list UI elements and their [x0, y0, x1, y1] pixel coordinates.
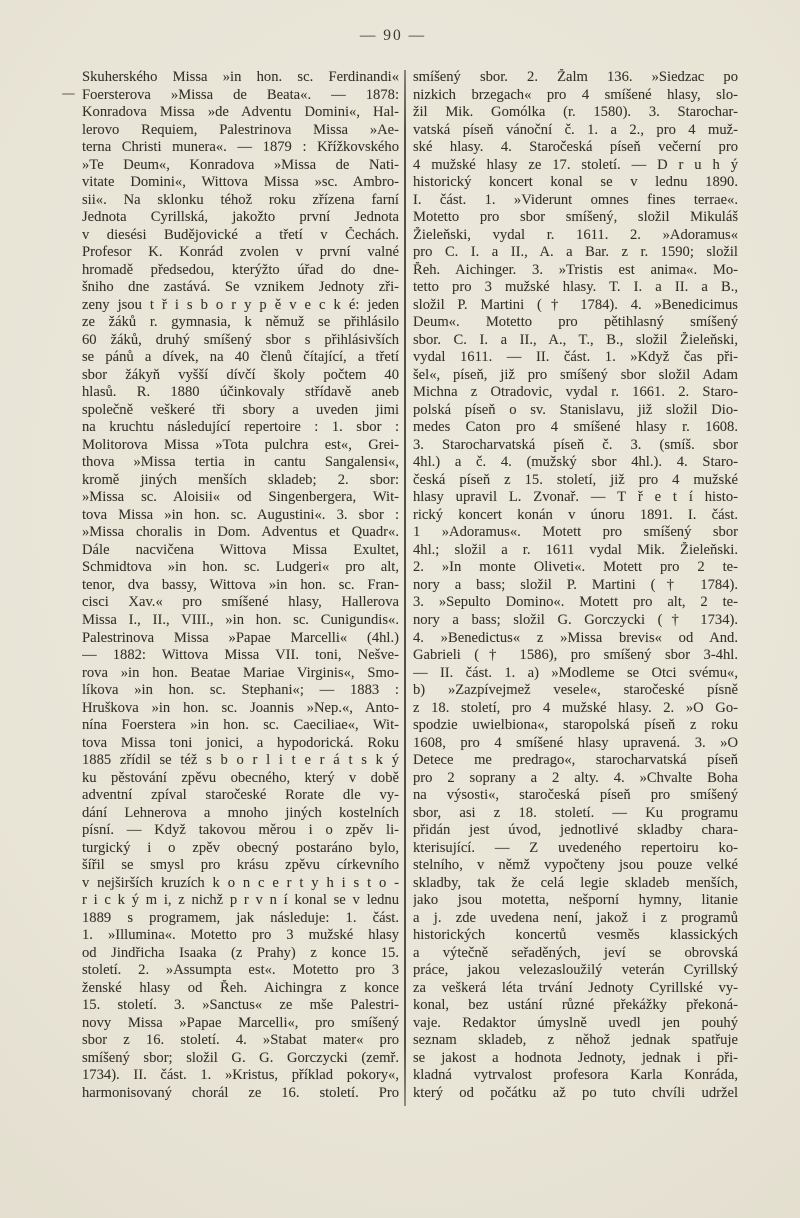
text-line: složil P. Martini († 1784). 4. »Benedicimus — [413, 296, 738, 313]
text-line: hlasy upravil L. Zvonař. — T ř e t í histo- — [413, 489, 738, 506]
text-line: kladná vytrvalost profesora Karla Konráda, — [413, 1067, 738, 1084]
text-line: — 1882: Wittova Missa VII. toni, Nešve- — [82, 647, 399, 664]
text-line: vatská píseň vánoční č. 1. a 2., pro 4 muž- — [413, 121, 738, 138]
margin-scan-mark — [62, 93, 75, 95]
right-text-column — [413, 69, 738, 1102]
text-line: medes Caton pro 4 smíšené hlasy r. 1608. — [413, 419, 738, 436]
text-line: 3. »Sepulto Domino«. Motett pro alt, 2 te- — [413, 594, 738, 611]
text-line: 60 žáků, druhý smíšený sbor s přihlásivších — [82, 331, 399, 348]
text-line: terna Christi munera«. — 1879 : Křížkovského — [82, 139, 399, 156]
text-line: konal, bez ustání různé překážky překoná- — [413, 997, 738, 1014]
text-line: ské hlasy. 4. Staročeská píseň večerní pro — [413, 139, 738, 156]
text-line: hromadě předsedou, kterýžto úřad do dne- — [82, 261, 399, 278]
text-line: pro 2 soprany a 2 alty. 4. »Chvalte Boha — [413, 769, 738, 786]
text-line: Palestrinova Missa »Papae Marcelli« (4hl.) — [82, 629, 399, 646]
text-line: žil Mik. Gomólka (r. 1580). 3. Starochar- — [413, 104, 738, 121]
text-line: ze žáků r. gymnasia, k němuž se přihlásilo — [82, 314, 399, 331]
text-line: polská píseň o sv. Stanislavu, již složil Dio- — [413, 401, 738, 418]
text-line: »Missa sc. Aloisii« od Singenbergera, Wit- — [82, 489, 399, 506]
text-line: jako jsou motetta, nešporní hymny, litanie — [413, 892, 738, 909]
text-line: novy Missa »Papae Marcelli«, pro smíšený — [82, 1014, 399, 1031]
text-line: od Jindřicha Isaaka (z Prahy) z konce 15. — [82, 944, 399, 961]
text-line: turgický i o zpěv obecný postaráno bylo, — [82, 839, 399, 856]
text-line: Konradova Missa »de Adventu Domini«, Hal- — [82, 104, 399, 121]
text-line: kromě jiných menších skladeb; 2. sbor: — [82, 471, 399, 488]
text-line: 2. »In monte Oliveti«. Motett pro 2 te- — [413, 559, 738, 576]
text-line: v diesési Budějovické a třetí v Čechách. — [82, 226, 399, 243]
text-line: ku pěstování zpěvu obecného, který v době — [82, 769, 399, 786]
text-line: Missa I., II., VIII., »in hon. sc. Cunigundis«. — [82, 611, 399, 628]
text-line: tova Missa »in hon. sc. Augustini«. 3. sbor : — [82, 506, 399, 523]
text-line: na kruchtu následující repertoire : 1. sbor : — [82, 419, 399, 436]
text-line: Gabrieli († 1586), pro smíšený sbor 3-4hl. — [413, 647, 738, 664]
text-line: adventní zpíval staročeské Rorate dle vy- — [82, 787, 399, 804]
page-number: — 90 — — [359, 27, 427, 44]
text-line: dání Lehnerova a mnoho jiných kostelních — [82, 804, 399, 821]
text-line: Hruškova »in hon. sc. Joannis »Nep.«, Anto- — [82, 699, 399, 716]
text-line: Skuherského Missa »in hon. sc. Ferdinandi« — [82, 69, 399, 85]
text-line: vaje. Redaktor úmyslně uvedl jen pouhý — [413, 1014, 738, 1031]
text-line: hlasů. R. 1880 účinkovaly střídavě aneb — [82, 384, 399, 401]
text-line: společně veškeré tři sbory a uveden jimi — [82, 401, 399, 418]
text-line: z 18. století, pro 4 mužské hlasy. 2. »O Go- — [413, 699, 738, 716]
text-line: Dále nacvičena Wittova Missa Exultet, — [82, 541, 399, 558]
text-line: nizkich brzegach« pro 4 smíšené hlasy, slo- — [413, 86, 738, 103]
text-line: písní. — Když takovou měrou i o zpěv li- — [82, 822, 399, 839]
text-line: tenor, dva bassy, Wittova »in hon. sc. Fran- — [82, 576, 399, 593]
text-line: sbor, asi z 18. století. — Ku programu — [413, 804, 738, 821]
text-line: nory a bass; složil P. Martini († 1784). — [413, 576, 738, 593]
text-line: 1885 zřídil se též s b o r l i t e r á t s k ý — [82, 752, 399, 769]
text-line: který od počátku až po tuto chvíli udržel — [413, 1084, 738, 1101]
text-line: spodzie uwielbiona«, staropolská píseň z roku — [413, 717, 738, 734]
text-line: Žieleňski, vydal r. 1611. 2. »Adoramus« — [413, 226, 738, 243]
text-line: r i c k ý m i, z nichž p r v n í konal se v lednu — [82, 892, 399, 909]
text-line: nína Foerstera »in hon. sc. Caeciliae«, Wit- — [82, 717, 399, 734]
text-line: 1608, pro 4 smíšené hlasy upravená. 3. »O — [413, 734, 738, 751]
text-line: 4hl.) a č. 4. (mužský sbor 4hl.). 4. Staro- — [413, 454, 738, 471]
text-line: »Te Deum«, Konradova »Missa de Nati- — [82, 156, 399, 173]
text-line: stelního, v němž vypočteny jsou pouze velké — [413, 857, 738, 874]
text-line: 1. »Illumina«. Motetto pro 3 mužské hlasy — [82, 927, 399, 944]
text-line: líkova »in hon. sc. Stephani«; — 1883 : — [82, 682, 399, 699]
text-line: Profesor K. Konrád zvolen v první valné — [82, 244, 399, 261]
text-line: pro C. I. a II., A. a Bar. z r. 1590; složil — [413, 244, 738, 261]
text-line: seznam skladeb, z něhož jednak spatřuje — [413, 1032, 738, 1049]
text-line: sbor žákyň vyšší dívčí školy počtem 40 — [82, 366, 399, 383]
column-divider-rule — [404, 70, 406, 1106]
text-line: v nejširších kruzích k o n c e r t y h i s t o - — [82, 874, 399, 891]
text-line: 3. Starocharvatská píseň č. 3. (smíš. sbor — [413, 436, 738, 453]
text-line: na výsosti«, staročeská píseň pro smíšený — [413, 787, 738, 804]
text-line: harmonisovaný chorál ze 16. století. Pro — [82, 1084, 399, 1101]
text-line: vydal 1611. — II. část. 1. »Když čas při- — [413, 349, 738, 366]
text-line: Motetto pro sbor smíšený, složil Mikuláš — [413, 209, 738, 226]
text-line: rický koncert konán v únoru 1891. I. část. — [413, 506, 738, 523]
text-line: smíšený sbor; složil G. G. Gorczycki (zemř. — [82, 1049, 399, 1066]
text-line: rova »in hon. Beatae Mariae Virginis«, Smo- — [82, 664, 399, 681]
text-line: 1 »Adoramus«. Motett pro smíšený sbor — [413, 524, 738, 541]
text-line: vitate Domini«, Wittova Missa »sc. Ambro- — [82, 174, 399, 191]
text-line: a výtečně seřaděných, jeví se obrovská — [413, 944, 738, 961]
text-line: Deum«. Motetto pro pětihlasný smíšený — [413, 314, 738, 331]
text-line: a j. zde uvedena není, jakož i z programů — [413, 909, 738, 926]
text-line: sii«. Na sklonku téhož roku zřízena farní — [82, 191, 399, 208]
text-line: tova Missa toni jonici, a hypodorická. Roku — [82, 734, 399, 751]
text-line: 1889 s programem, jak následuje: 1. část. — [82, 909, 399, 926]
text-line: zeny jsou t ř i s b o r y p ě v e c k é: jeden — [82, 296, 399, 313]
text-line: se pánů a dívek, na 40 členů čítající, a třetí — [82, 349, 399, 366]
text-line: Řeh. Aichinger. 3. »Tristis est anima«. Mo- — [413, 261, 738, 278]
text-line: ženské hlasy od Řeh. Aichingra z konce — [82, 979, 399, 996]
text-line: smíšený sbor. 2. Žalm 136. »Siedzac po — [413, 69, 738, 85]
text-line: Molitorova Missa »Tota pulchra est«, Grei- — [82, 436, 399, 453]
text-line: 4hl.; složil a r. 1611 vydal Mik. Žieleňski. — [413, 541, 738, 558]
text-line: 15. století. 3. »Sanctus« ze mše Palestri- — [82, 997, 399, 1014]
text-line: za veškerá léta trvání Jednoty Cyrillské vy- — [413, 979, 738, 996]
text-line: cisci Xav.« pro smíšené hlasy, Hallerova — [82, 594, 399, 611]
text-line: česká píseň z 15. století, již pro 4 mužské — [413, 471, 738, 488]
text-line: tetto pro 3 mužské hlasy. T. I. a II. a B., — [413, 279, 738, 296]
text-line: sbor. C. I. a II., A., T., B., složil Žieleňski, — [413, 331, 738, 348]
text-line: šniho dne zastává. Se vznikem Jednoty zři- — [82, 279, 399, 296]
text-line: I. část. 1. »Viderunt omnes fines terrae«. — [413, 191, 738, 208]
text-line: »Missa choralis in Dom. Adventus et Quadr«. — [82, 524, 399, 541]
text-line: Foersterova »Missa de Beata«. — 1878: — [82, 86, 399, 103]
text-line: 4 mužské hlasy ze 17. století. — D r u h ý — [413, 156, 738, 173]
text-line: Schmidtova »in hon. sc. Ludgeri« pro alt, — [82, 559, 399, 576]
text-line: šířil se smysl pro krásu zpěvu církevního — [82, 857, 399, 874]
text-line: 4. »Benedictus« z »Missa brevis« od And. — [413, 629, 738, 646]
text-line: 1734). II. část. 1. »Kristus, příklad pokory«, — [82, 1067, 399, 1084]
text-line: — II. část. 1. a) »Modleme se Otci svému«, — [413, 664, 738, 681]
text-line: sbor z 16. století. 4. »Stabat mater« pro — [82, 1032, 399, 1049]
text-line: b) »Zazpívejmež vesele«, staročeské písně — [413, 682, 738, 699]
text-line: lerovo Requiem, Palestrinova Missa »Ae- — [82, 121, 399, 138]
text-line: Jednota Cyrillská, jakožto první Jednota — [82, 209, 399, 226]
text-line: Michna z Otradovic, vydal r. 1661. 2. Staro- — [413, 384, 738, 401]
text-line: historický koncert konal se v lednu 1890. — [413, 174, 738, 191]
text-line: šel«, píseň, již pro smíšený sbor složil Adam — [413, 366, 738, 383]
text-line: přidán jest úvod, jednotlivé skladby chara- — [413, 822, 738, 839]
left-text-column — [82, 69, 399, 1102]
text-line: historických koncertů vesměs klassických — [413, 927, 738, 944]
text-line: Detece me predrago«, starocharvatská píseň — [413, 752, 738, 769]
text-line: práce, jakou velezasloužilý veterán Cyrillský — [413, 962, 738, 979]
text-line: se jakost a hodnota Jednoty, jednak i při- — [413, 1049, 738, 1066]
text-line: thova »Missa tertia in cantu Sangalensi«, — [82, 454, 399, 471]
text-line: nory a bass; složil G. Gorczycki († 1734). — [413, 611, 738, 628]
text-line: století. 2. »Assumpta est«. Motetto pro 3 — [82, 962, 399, 979]
text-line: skladby, tak že celá legie skladeb menších, — [413, 874, 738, 891]
text-line: kterisující. — Z uvedeného repertoiru ko- — [413, 839, 738, 856]
